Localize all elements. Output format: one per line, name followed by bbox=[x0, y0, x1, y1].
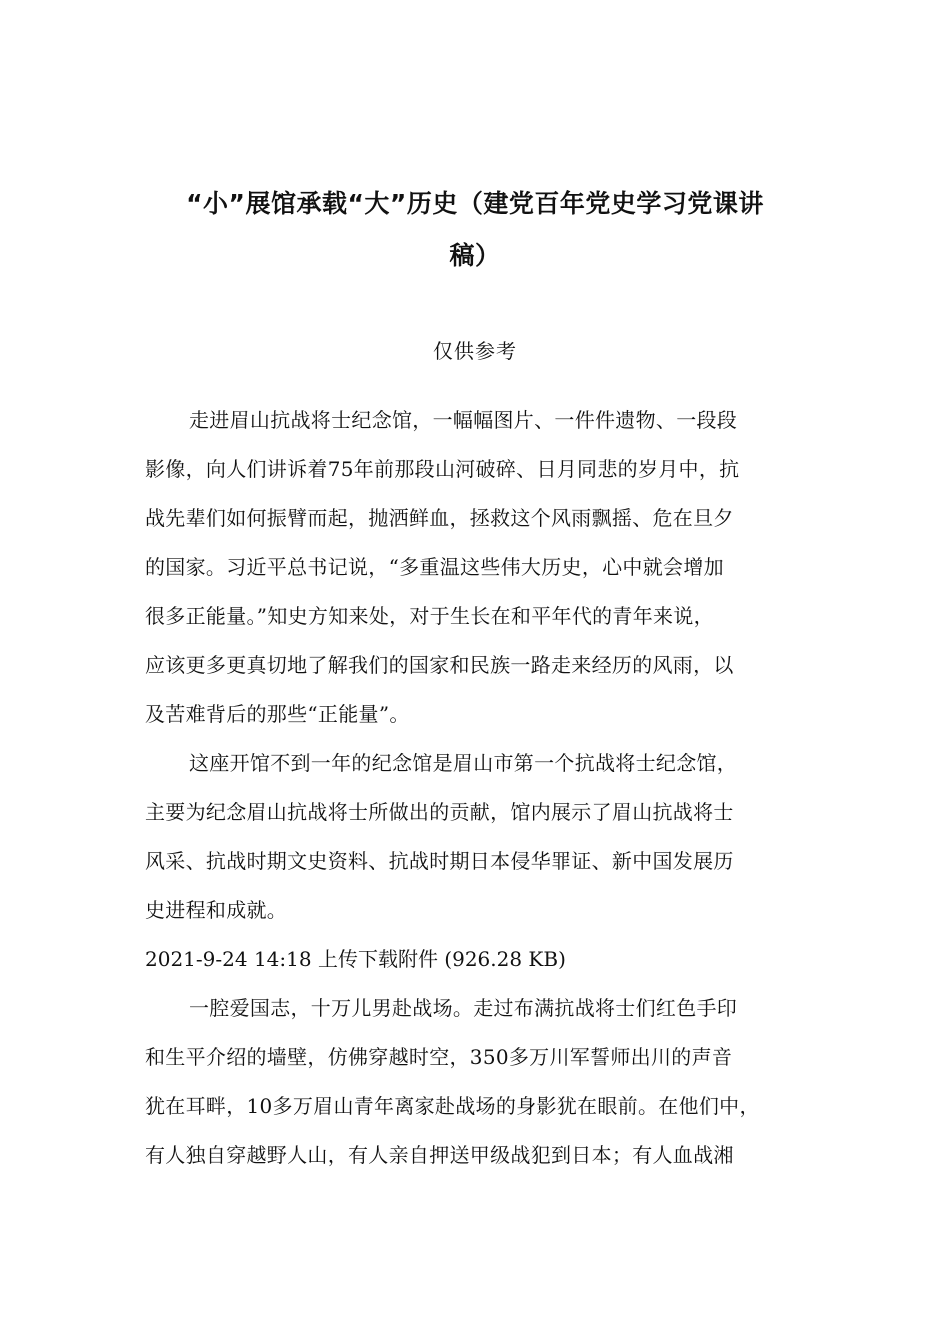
text-line: 影像，向人们讲诉着75年前那段山河破碎、日月同悲的岁月中，抗 bbox=[145, 457, 740, 481]
text-line: 主要为纪念眉山抗战将士所做出的贡献，馆内展示了眉山抗战将士 bbox=[145, 800, 734, 824]
text-line: 和生平介绍的墙壁，仿佛穿越时空，350多万川军誓师出川的声音 bbox=[145, 1045, 733, 1069]
text-line: 犹在耳畔，10多万眉山青年离家赴战场的身影犹在眼前。在他们中， bbox=[145, 1094, 760, 1118]
text-line: 走进眉山抗战将士纪念馆，一幅幅图片、一件件遗物、一段段 bbox=[189, 408, 738, 432]
paragraph-2 bbox=[145, 739, 810, 935]
text-line: 一腔爱国志，十万儿男赴战场。走过布满抗战将士们红色手印 bbox=[189, 996, 738, 1020]
text-line: 有人独自穿越野人山，有人亲自押送甲级战犯到日本；有人血战湘 bbox=[145, 1143, 734, 1167]
title-line-2: 稿） bbox=[449, 241, 501, 270]
text-line: 战先辈们如何振臂而起，抛洒鲜血，拯救这个风雨飘摇、危在旦夕 bbox=[145, 506, 734, 530]
title-line-1: “小”展馆承载“大”历史（建党百年党史学习党课讲 bbox=[186, 189, 764, 218]
text-line: 这座开馆不到一年的纪念馆是眉山市第一个抗战将士纪念馆， bbox=[189, 751, 738, 775]
document-body bbox=[145, 396, 810, 1180]
document-subtitle: 仅供参考 bbox=[433, 339, 517, 363]
attachment-info: 2021-9-24 14:18 上传下载附件 (926.28 KB) bbox=[145, 947, 566, 971]
text-line: 应该更多更真切地了解我们的国家和民族一路走来经历的风雨，以 bbox=[145, 653, 734, 677]
paragraph-3 bbox=[145, 984, 810, 1180]
text-line: 很多正能量。”知史方知来处，对于生长在和平年代的青年来说， bbox=[145, 604, 714, 628]
paragraph-1 bbox=[145, 396, 810, 739]
text-line: 及苦难背后的那些“正能量”。 bbox=[145, 702, 410, 726]
document-title bbox=[140, 178, 810, 282]
text-line: 风采、抗战时期文史资料、抗战时期日本侵华罪证、新中国发展历 bbox=[145, 849, 734, 873]
text-line: 史进程和成就。 bbox=[145, 898, 288, 922]
text-line: 的国家。习近平总书记说，“多重温这些伟大历史，心中就会增加 bbox=[145, 555, 724, 579]
